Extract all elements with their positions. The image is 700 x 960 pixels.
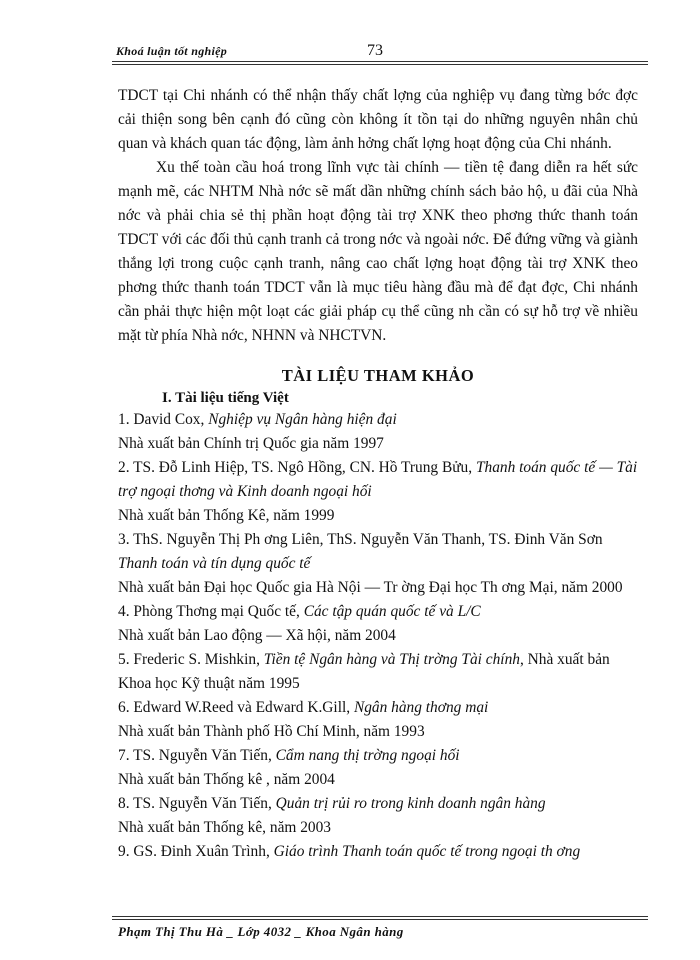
reference-author: 6. Edward W.Reed và Edward K.Gill, — [118, 699, 354, 716]
reference-publisher: Nhà xuất bản Lao động — Xã hội, năm 2004 — [118, 627, 396, 644]
reference-publisher: Nhà xuất bản Thành phố Hồ Chí Minh, năm 1993 — [118, 723, 425, 740]
reference-item — [118, 840, 638, 864]
reference-book-title: Giáo trình Thanh toán quốc tế trong ngoại th ơng — [273, 843, 581, 860]
reference-item — [118, 744, 638, 792]
reference-author: 4. Phòng Thơng mại Quốc tế, — [118, 603, 304, 620]
reference-book-title: Cẩm nang thị trờng ngoại hối — [275, 747, 460, 764]
reference-item — [118, 792, 638, 840]
reference-item — [118, 528, 638, 600]
reference-item — [118, 456, 638, 528]
reference-list — [118, 408, 638, 864]
header-divider — [112, 61, 648, 62]
reference-author: 3. ThS. Nguyễn Thị Ph ơng Liên, ThS. Nguyễn Văn Thanh, TS. Đinh Văn Sơn — [118, 531, 603, 548]
references-title: TÀI LIỆU THAM KHẢO — [281, 366, 475, 385]
reference-item — [118, 408, 638, 456]
header-divider-double — [112, 64, 648, 65]
reference-author: 8. TS. Nguyễn Văn Tiến, — [118, 795, 276, 812]
reference-publisher: Nhà xuất bản Chính trị Quốc gia năm 1997 — [118, 435, 384, 452]
reference-publisher: Nhà xuất bản Thống kê, năm 2003 — [118, 819, 332, 836]
reference-book-title: Nghiệp vụ Ngân hàng hiện đại — [208, 411, 397, 428]
reference-tail: , Nhà xuất bản Khoa học Kỹ thuật năm 1995 — [118, 651, 610, 692]
reference-author: 5. Frederic S. Mishkin, — [118, 651, 264, 668]
reference-item — [118, 648, 638, 696]
reference-author: 9. GS. Đinh Xuân Trình, — [118, 843, 274, 860]
page-body — [118, 84, 638, 864]
reference-book-title: Tiền tệ Ngân hàng và Thị trờng Tài chính — [263, 651, 520, 668]
reference-book-title: Quản trị rủi ro trong kinh doanh ngân hàng — [275, 795, 546, 812]
reference-publisher: Nhà xuất bản Thống kê , năm 2004 — [118, 771, 335, 788]
reference-item — [118, 600, 638, 648]
paragraph-1: TDCT tại Chi nhánh có thể nhận thấy chất lợng của nghiệp vụ đang từng bớc đợc cải thiện song bên cạnh đó cũng còn không ít tồn tại do những nguyên nhân chủ quan và khách quan tác động, làm ảnh hởng chất lợng hoạt động của Chi nhánh. — [118, 87, 638, 152]
references-subsection-title: I. Tài liệu tiếng Việt — [162, 390, 289, 406]
reference-item — [118, 696, 638, 744]
reference-author: 1. David Cox, — [118, 411, 209, 428]
footer-divider-double — [112, 919, 648, 920]
reference-book-title: Thanh toán và tín dụng quốc tế — [118, 555, 311, 572]
reference-publisher: Nhà xuất bản Thống Kê, năm 1999 — [118, 507, 335, 524]
page-number: 73 — [367, 42, 383, 59]
reference-book-title: Thanh toán quốc tế — Tài trợ ngoại thơng và Kinh doanh ngoại hối — [118, 459, 638, 500]
reference-publisher: Nhà xuất bản Đại học Quốc gia Hà Nội — Tr ờng Đại học Th ơng Mại, năm 2000 — [118, 579, 623, 596]
reference-book-title: Ngân hàng thơng mại — [353, 699, 489, 716]
header-title: Khoá luận tốt nghiệp — [116, 44, 228, 58]
reference-author: 7. TS. Nguyễn Văn Tiến, — [118, 747, 276, 764]
footer-divider — [112, 916, 648, 917]
reference-book-title: Các tập quán quốc tế và L/C — [303, 603, 481, 620]
footer-text: Phạm Thị Thu Hà _ Lớp 4032 _ Khoa Ngân hàng — [118, 924, 404, 939]
paragraph-2: Xu thế toàn cầu hoá trong lĩnh vực tài chính — tiền tệ đang diễn ra hết sức mạnh mẽ, các NHTM Nhà nớc sẽ mất dần những chính sách bảo hộ, u đãi của Nhà nớc và phải chia sẻ thị phần hoạt động tài trợ XNK theo phơng thức thanh toán TDCT với các đối thủ cạnh tranh cả trong nớc và ngoài nớc. Để đứng vững và giành thắng lợi trong cuộc cạnh tranh, nâng cao chất lợng hoạt động tài trợ XNK theo phơng thức thanh toán TDCT vẫn là mục tiêu hàng đầu mà để đạt đợc, Chi nhánh cần phải thực hiện một loạt các giải pháp cụ thể cũng nh cần có sự hỗ trợ về nhiều mặt từ phía Nhà nớc, NHNN và NHCTVN. — [118, 159, 638, 344]
reference-author: 2. TS. Đỗ Linh Hiệp, TS. Ngô Hồng, CN. Hồ Trung Bửu, — [118, 459, 476, 476]
